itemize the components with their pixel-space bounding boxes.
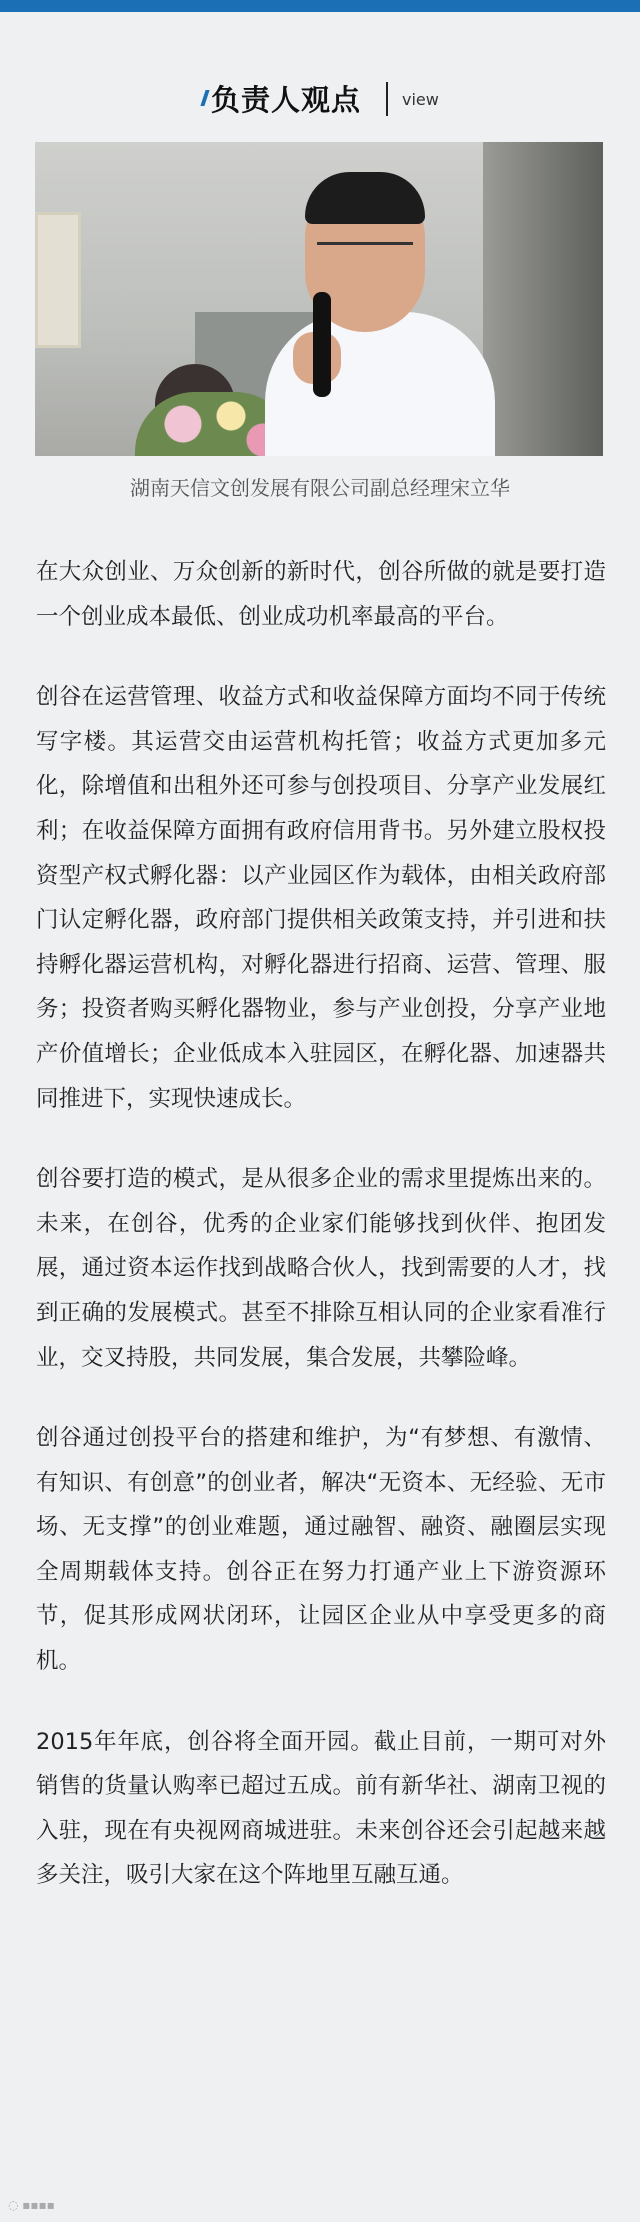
wall-painting bbox=[35, 212, 81, 348]
watermark-logo: ◌ ▪▪▪▪ bbox=[8, 2198, 55, 2212]
microphone-icon bbox=[313, 292, 331, 397]
speaker-hair bbox=[305, 172, 425, 224]
article-paragraph: 创谷通过创投平台的搭建和维护，为“有梦想、有激情、有知识、有创意”的创业者，解决“无资本、无经验、无市场、无支撑”的创业难题，通过融智、融资、融圈层实现全周期载体支持。创谷正在努力打通产业上下游资源环节，促其形成网状闭环，让园区企业从中享受更多的商机。 bbox=[36, 1425, 606, 1675]
section-title: 负责人观点 bbox=[211, 83, 362, 117]
section-header bbox=[0, 78, 640, 124]
photo-caption: 湖南天信文创发展有限公司副总经理宋立华 bbox=[130, 476, 510, 500]
speaker-glasses bbox=[317, 242, 413, 259]
background-shadow bbox=[483, 142, 603, 456]
article-paragraph: 创谷要打造的模式，是从很多企业的需求里提炼出来的。未来，在创谷，优秀的企业家们能够找到伙伴、抱团发展，通过资本运作找到战略合伙人，找到需要的人才，找到正确的发展模式。甚至不排除互相认同的企业家看准行业，交叉持股，共同发展，集合发展，共攀险峰。 bbox=[36, 1166, 606, 1371]
title-divider bbox=[386, 82, 388, 116]
article-paragraph: 创谷在运营管理、收益方式和收益保障方面均不同于传统写字楼。其运营交由运营机构托管；收益方式更加多元化，除增值和出租外还可参与创投项目、分享产业发展红利；在收益保障方面拥有政府信用背书。另外建立股权投资型产权式孵化器：以产业园区作为载体，由相关政府部门认定孵化器，政府部门提供相关政策支持，并引进和扶持孵化器运营机构，对孵化器进行招商、运营、管理、服务；投资者购买孵化器物业，参与产业创投，分享产业地产价值增长；企业低成本入驻园区，在孵化器、加速器共同推进下，实现快速成长。 bbox=[36, 684, 606, 1112]
top-accent-bar bbox=[0, 0, 640, 12]
article-body bbox=[36, 550, 606, 1934]
article-paragraph: 在大众创业、万众创新的新时代，创谷所做的就是要打造一个创业成本最低、创业成功机率最高的平台。 bbox=[36, 559, 606, 630]
title-accent-mark bbox=[200, 90, 209, 106]
speaker-photo bbox=[35, 142, 603, 456]
speaker-shirt bbox=[265, 312, 495, 456]
view-label: view bbox=[402, 90, 439, 109]
article-paragraph: 2015年年底，创谷将全面开园。截止目前，一期可对外销售的货量认购率已超过五成。前有新华社、湖南卫视的入驻，现在有央视网商城进驻。未来创谷还会引起越来越多关注，吸引大家在这个阵地里互融互通。 bbox=[36, 1728, 606, 1889]
